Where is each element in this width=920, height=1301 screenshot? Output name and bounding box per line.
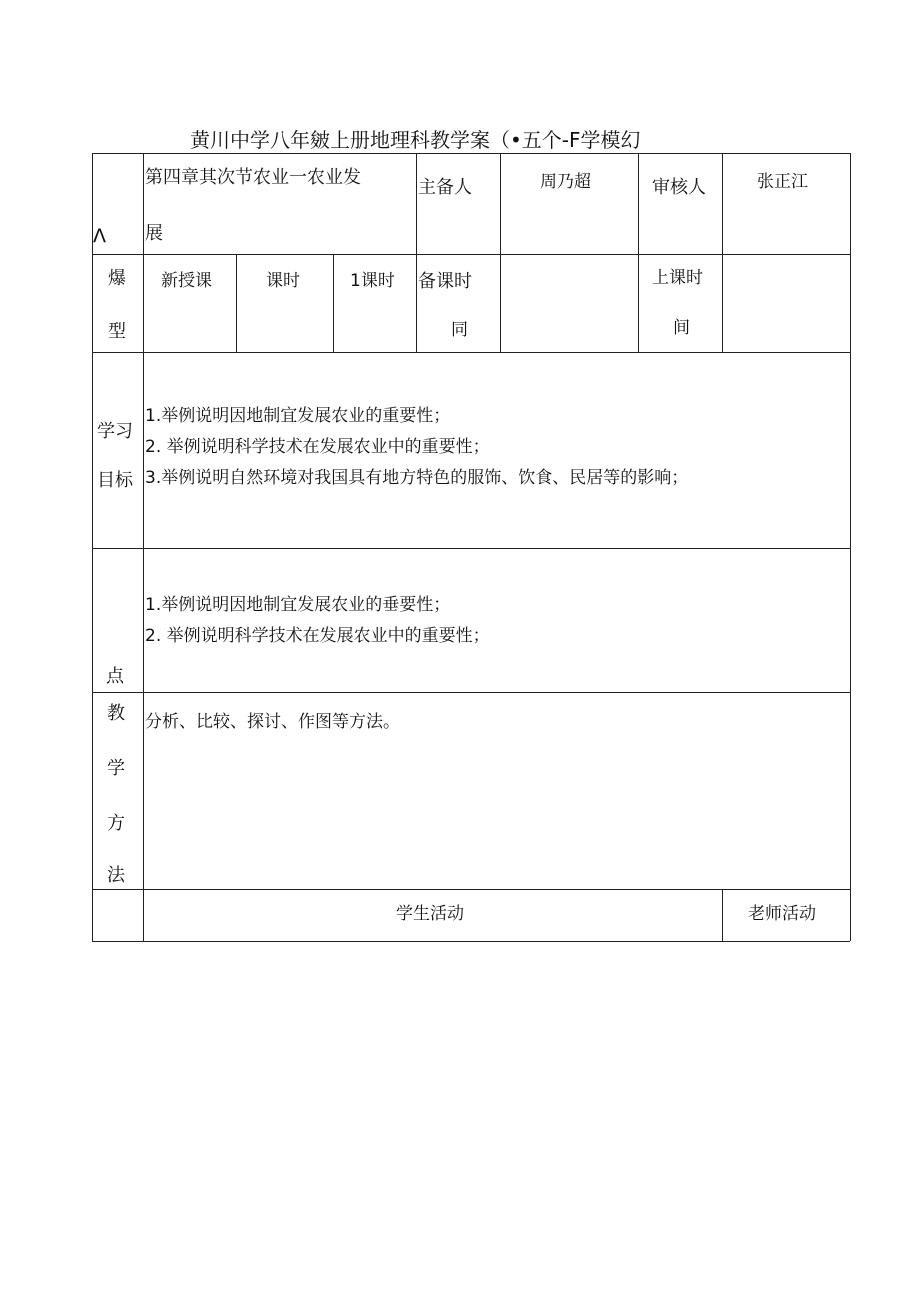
table-border-right [850,153,851,941]
methods-label-char: 学 [107,758,125,779]
row-divider [92,548,850,549]
row-divider [92,692,850,693]
lesson-topic-line1: 第四章其次节农业一农业发 [145,167,361,188]
class-time-label-line2: 间 [673,318,690,338]
hours-value: 1课时 [350,271,395,291]
table-border-bottom [92,941,850,942]
student-activities-header: 学生活动 [396,904,464,924]
key-points-label: 点 [106,666,124,687]
col-divider [722,889,723,941]
document-title: 黄川中学八年皴上册地理科教学案（•五个-F学模幻 [190,128,641,152]
col-divider [333,254,334,352]
objective-item: 2. 举例说明科学技术在发展农业中的重要性； [145,437,490,457]
prep-time-label-line2: 同 [451,320,468,340]
preparer-name: 周乃超 [540,172,591,192]
objective-item: 3.举例说明自然环境对我国具有地方特色的服饰、饮食、民居等的影响； [145,468,689,488]
teacher-activities-header: 老师活动 [748,904,816,924]
objectives-label-line1: 学习 [97,421,133,442]
col-divider [416,153,417,352]
row-divider [92,254,850,255]
col-divider [500,153,501,352]
row-divider [92,889,850,890]
lesson-topic-line2: 展 [145,223,163,244]
preparer-label: 主备人 [418,177,472,198]
col-divider [638,153,639,352]
hours-label: 课时 [266,271,300,291]
prep-time-label-line1: 备课时 [418,271,472,292]
methods-label-char: 教 [107,703,125,724]
lesson-type-value: 新授课 [161,271,212,291]
col-divider [722,153,723,352]
reviewer-label: 审核人 [652,177,706,198]
objectives-label-line2: 目标 [97,470,133,491]
methods-text: 分析、比较、探讨、作图等方法。 [145,712,400,732]
col-divider [143,153,144,941]
key-point-item: 1.举例说明因地制宜发展农业的垂要性； [145,595,451,615]
row1-label: Λ [93,225,106,247]
table-border-left [92,153,93,941]
reviewer-name: 张正江 [757,172,808,192]
key-point-item: 2. 举例说明科学技术在发展农业中的重要性； [145,626,490,646]
col-divider [236,254,237,352]
lesson-type-label-line1: 爆 [108,268,126,289]
methods-label-char: 方 [107,813,125,834]
lesson-type-label-line2: 型 [108,321,126,342]
objective-item: 1.举例说明因地制宜发展农业的重要性； [145,406,451,426]
table-border-top [92,153,850,154]
methods-label-char: 法 [107,865,125,886]
class-time-label-line1: 上课时 [652,268,703,288]
row-divider [92,352,850,353]
